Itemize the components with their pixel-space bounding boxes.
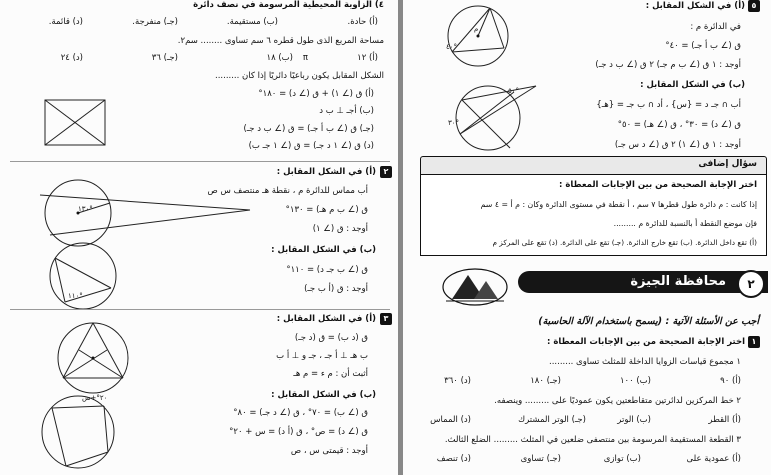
q3b-angle-label: ٢٠°+س: [82, 394, 108, 402]
q3-b-line3: أوجد : قيمتى س ، ص: [290, 446, 368, 456]
pyramids-icon: [440, 265, 510, 307]
answer-header: أجب عن الأسئلة الآتية : (يسمح باستخدام الآلة الحاسبة): [538, 316, 759, 327]
q3-a-line1: ق (د ب) = ق (د جـ): [294, 333, 368, 343]
r-q1-instruction: اختر الإجابة الصحيحة من بين الإجابات المعطاة :: [547, 337, 745, 347]
r-q1-number: ١: [748, 336, 760, 348]
r-q5-a-line1: في الدائرة م :: [690, 22, 741, 32]
square-figure: [40, 95, 110, 150]
q6-option-c: (جـ) ق (∠ ب أ جـ) = ق (∠ ب د جـ): [243, 124, 374, 134]
r-q1-item2: ٢ خط المركزين لدائرتين متقاطعتين يكون عموديًا على ......... وينصفه.: [494, 396, 741, 406]
q4-option-b: (ب) مستقيمة.: [226, 17, 278, 27]
q5-text: مساحة المربع الذى طول قطره ٦ سم تساوى ........ سم٢.: [177, 36, 384, 46]
r-q5a-angle-label: ٤٠°: [446, 43, 458, 51]
q2b-angle-label: ١١٠°: [68, 292, 83, 300]
r-q1-item3-opt-a: (أ) عمودية على: [686, 454, 741, 464]
q2-part-b-title: (ب) في الشكل المقابل :: [271, 245, 376, 255]
r-q5b-angle-label2: ٥٠°: [508, 87, 520, 95]
r-q1-item3: ٣ القطعة المستقيمة المرسومة بين منتصفى ضلعين في المثلث ......... الضلع الثالث.: [444, 435, 741, 445]
q2-b-line2: أوجد : ق (أ ب جـ): [304, 284, 368, 294]
r-q1-item1-opt-a: (أ) ٩٠: [720, 376, 741, 386]
q5-pi: π: [302, 53, 308, 63]
extra-options: (أ) تقع داخل الدائرة. (ب) تقع خارج الدائرة. (جـ) تقع على الدائرة. (د) تقع على المركز م: [492, 238, 757, 247]
q3-b-line1: ق (∠ ب) = ٧٠° ، ق (∠ د جـ) = ٨٠°: [233, 408, 368, 418]
r-q5-b-line2: ق (∠ د) = ٣٠° ، ق (∠ هـ) = ٥٠°: [617, 120, 741, 130]
q2b-figure: [45, 240, 125, 315]
r-q5a-figure: [438, 4, 518, 72]
r-q5b-angle-label1: ٣٠°: [448, 119, 460, 127]
extra-line1: إذا كانت : م دائرة طول قطرها ٧ سم ، أ نقطة في مستوى الدائرة وكان : م أ = ٤ سم: [480, 200, 757, 209]
q4-option-c: (جـ) منفرجة.: [132, 17, 178, 27]
r-q5b-figure: [440, 78, 540, 156]
extra-line2: فإن موضع النقطة أ بالنسبة للدائرة م .........: [613, 219, 757, 228]
q2-part-a-title: (أ) في الشكل المقابل :: [276, 167, 376, 177]
r-q1-item2-opt-c: (جـ) الوتر المشترك: [518, 415, 586, 425]
r-q5-b-line3: أوجد : ١ ق (∠ ١) ٢ ق (∠ د س جـ): [614, 140, 741, 150]
r-q5-b-line1: أب ∩ جـ د = {س} ، أد ∩ ب جـ = {هـ}: [596, 100, 741, 110]
q2-a-line1: أب مماس للدائرة م ، نقطة هـ منتصف س ص: [207, 186, 368, 196]
q2-number: ٢: [380, 166, 392, 178]
r-q1-item1-opt-d: (د) ٣٦٠: [444, 376, 471, 386]
q4-partial: ٤) الزاوية المحيطية المرسومة في نصف دائرة: [193, 0, 384, 10]
r-q1-item2-opt-a: (أ) القطر: [708, 415, 741, 425]
r-q1-item3-opt-d: (د) تنصف: [436, 454, 471, 464]
q6-text: الشكل المقابل يكون رباعيًا دائريًا إذا كان .........: [215, 71, 384, 81]
giza-banner: [518, 271, 768, 293]
r-q1-item2-opt-d: (د) المماس: [430, 415, 471, 425]
r-q5-part-a-title: (أ) في الشكل المقابل :: [645, 1, 745, 11]
r-q1-item1: ١ مجموع قياسات الزوايا الداخلة للمثلث تساوى .........: [549, 357, 741, 367]
r-q5a-center-label: م: [474, 25, 479, 33]
q3-a-line2: ب هـ ⊥ أ جـ ، جـ و ⊥ أ ب: [276, 351, 368, 361]
extra-question-title: سؤال إضافى: [698, 159, 757, 169]
r-q5-a-line3: أوجد : ١ ق (∠ ب م جـ) ٢ ق (∠ ب د جـ): [595, 60, 741, 70]
q3b-figure: [38, 392, 128, 472]
extra-instruction: اختر الإجابة الصحيحة من بين الإجابات المعطاة :: [559, 180, 757, 190]
q6-option-d: (د) ق (∠ ١ د جـ) = ق (∠ ١ جـ ب): [248, 141, 374, 151]
r-q1-item2-opt-b: (ب) الوتر: [617, 415, 651, 425]
q5-option-b: (ب) ١٨: [266, 53, 293, 63]
q2a-angle-label: ١٣٠°: [78, 205, 93, 213]
q3-b-line2: ق (∠ د) = ص° ، ق (أ د) = س + ٢٠°: [229, 427, 368, 437]
q5-option-d: (د) ٢٤: [60, 53, 83, 63]
q6-option-a: (أ) ق (∠ ١) + ق (∠ د) = ١٨٠°: [258, 89, 374, 99]
q3-number: ٣: [380, 313, 392, 325]
r-q1-item3-opt-c: (جـ) تساوى: [520, 454, 561, 464]
giza-title: محافظة الجيزة: [630, 274, 726, 289]
q5-option-a: (أ) ١٢: [357, 53, 378, 63]
q2-a-line2: ق (∠ ب م هـ) = ١٣٠°: [285, 205, 368, 215]
r-q1-item3-opt-b: (ب) توازى: [603, 454, 641, 464]
q3-a-line3: أثبت أن : م ء = م هـ: [293, 369, 368, 379]
q3-part-b-title: (ب) في الشكل المقابل :: [271, 390, 376, 400]
q3-part-a-title: (أ) في الشكل المقابل :: [276, 314, 376, 324]
r-q5-number: ٥: [748, 0, 760, 12]
q2-b-line1: ق (∠ ب جـ د) = ١١٠°: [286, 265, 368, 275]
r-q1-item1-opt-c: (جـ) ١٨٠: [530, 376, 561, 386]
q4-option-d: (د) قائمة.: [48, 17, 83, 27]
q4-option-a: (أ) حادة.: [347, 17, 378, 27]
q2-a-line3: أوجد : ق (∠ ١): [312, 224, 368, 234]
r-q5-a-line2: ق (∠ ب أ جـ) = ٤٠°: [665, 41, 741, 51]
giza-number: ٢: [737, 270, 765, 298]
q6-option-b: (ب) أجـ ⊥ ب د: [319, 106, 374, 116]
q5-option-c: (جـ) ٣٦: [151, 53, 178, 63]
q3a-figure: [55, 318, 135, 396]
r-q5-part-b-title: (ب) في الشكل المقابل :: [640, 80, 745, 90]
r-q1-item1-opt-b: (ب) ١٠٠: [619, 376, 651, 386]
